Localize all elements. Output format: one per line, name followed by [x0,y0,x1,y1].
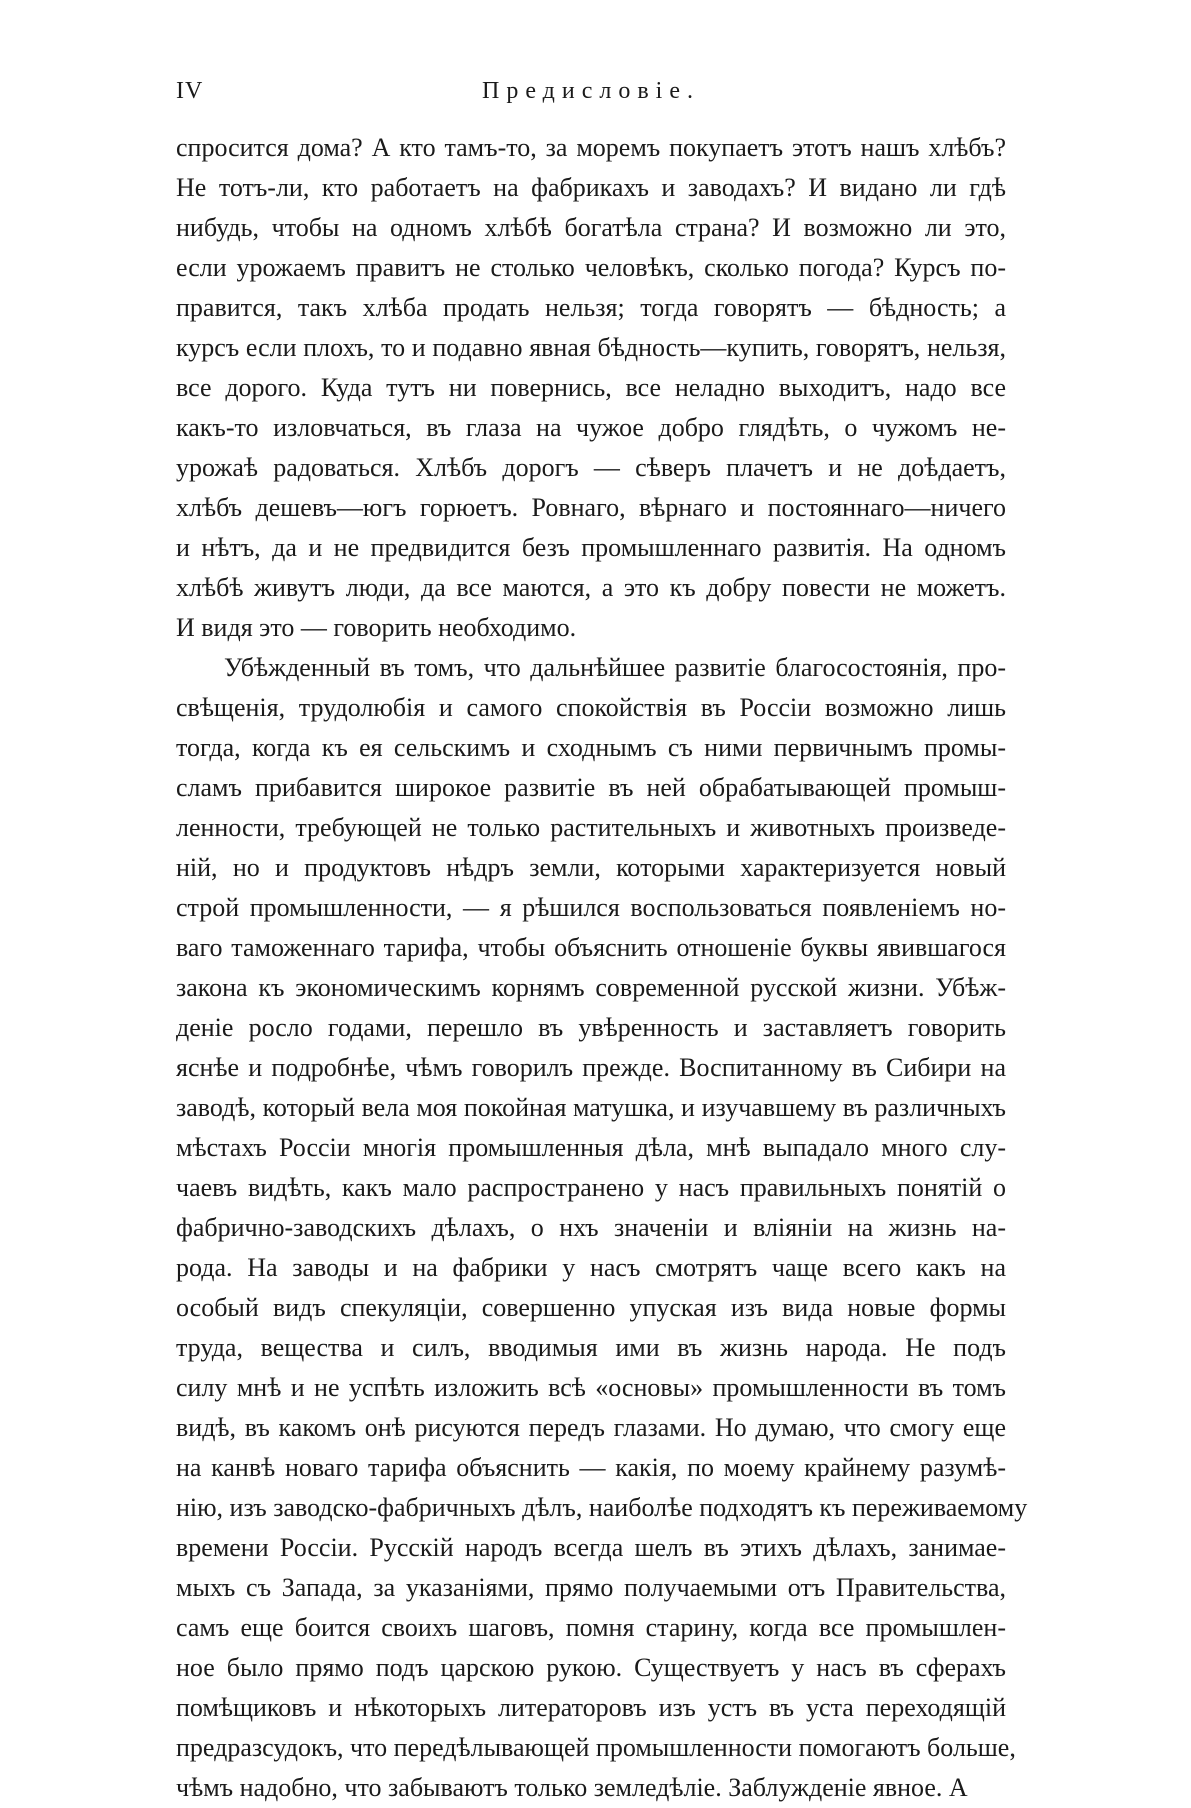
text-line: все дорого. Куда тутъ ни повернись, все неладно выходитъ, надо все [176,373,1006,402]
text-line: хлѣбъ дешевъ—югъ горюетъ. Ровнаго, вѣрнаго и постояннаго—ничего [176,493,1006,522]
text-line: строй промышленности, — я рѣшился воспользоваться появленіемъ но- [176,893,1006,922]
text-line: какъ-то изловчаться, въ глаза на чужое добро глядѣть, о чужомъ не- [176,413,1006,442]
text-line: правится, такъ хлѣба продать нельзя; тогда говорятъ — бѣдность; а [176,293,1006,322]
text-line: свѣщенія, трудолюбія и самого спокойствія въ Россіи возможно лишь [176,693,1006,722]
text-line: мыхъ съ Запада, за указаніями, прямо получаемыми отъ Правительства, [176,1573,1006,1602]
text-line: видѣ, въ какомъ онѣ рисуются передъ глазами. Но думаю, что смогу еще [176,1413,1006,1442]
text-line: чаевъ видѣть, какъ мало распространено у насъ правильныхъ понятій о [176,1173,1006,1202]
text-line: сламъ прибавится широкое развитіе въ ней обрабатывающей промыш- [176,773,1006,802]
text-line: на канвѣ новаго тарифа объяснить — какія, по моему крайнему разумѣ- [176,1453,1006,1482]
text-line: времени Россіи. Русскій народъ всегда шелъ въ этихъ дѣлахъ, занимае- [176,1533,1006,1562]
text-line: деніе росло годами, перешло въ увѣренность и заставляетъ говорить [176,1013,1006,1042]
text-line: рода. На заводы и на фабрики у насъ смотрятъ чаще всего какъ на [176,1253,1006,1282]
text-line: предразсудокъ, что передѣлывающей промышленности помогаютъ больше, [176,1733,1016,1762]
text-line: ленности, требующей не только растительныхъ и животныхъ произведе- [176,813,1006,842]
paragraph [176,648,1028,1808]
text-line: если урожаемъ правитъ не столько человѣкъ, сколько погода? Курсъ по- [176,253,1006,282]
text-line: ваго таможеннаго тарифа, чтобы объяснить отношеніе буквы явившагося [176,933,1006,962]
text-line: помѣщиковъ и нѣкоторыхъ литераторовъ изъ устъ въ уста переходящій [176,1693,1006,1722]
text-line: особый видъ спекуляціи, совершенно упуская изъ вида новые формы [176,1293,1006,1322]
text-line: урожаѣ радоваться. Хлѣбъ дорогъ — сѣверъ плачетъ и не доѣдаетъ, [176,453,1006,482]
text-line: яснѣе и подробнѣе, чѣмъ говорилъ прежде. Воспитанному въ Сибири на [176,1053,1006,1082]
text-line: спросится дома? А кто тамъ-то, за моремъ покупаетъ этотъ нашъ хлѣбъ? [176,133,1006,162]
text-line: заводѣ, который вела моя покойная матушка, и изучавшему въ различныхъ [176,1093,1006,1122]
text-line: ное было прямо подъ царскою рукою. Существуетъ у насъ въ сферахъ [176,1653,1006,1682]
page-header [176,78,1006,114]
text-line: И видя это — говорить необходимо. [176,613,577,642]
page-number: IV [176,78,204,104]
text-line: курсъ если плохъ, то и подавно явная бѣдность—купить, говорятъ, нельзя, [176,333,1006,362]
text-line: силу мнѣ и не успѣть изложить всѣ «основы» промышленности въ томъ [176,1373,1006,1402]
text-line: нибудь, чтобы на одномъ хлѣбѣ богатѣла страна? И возможно ли это, [176,213,1006,242]
text-line: чѣмъ надобно, что забываютъ только земледѣліе. Заблужденіе явное. А [176,1773,968,1802]
text-line: тогда, когда къ ея сельскимъ и сходнымъ съ ними первичнымъ промы- [176,733,1006,762]
text-line: закона къ экономическимъ корнямъ современной русской жизни. Убѣж- [176,973,1006,1002]
body-text [176,128,1028,1808]
paragraph [176,128,1006,648]
text-line: и нѣтъ, да и не предвидится безъ промышленнаго развитія. На одномъ [176,533,1006,562]
text-line: мѣстахъ Россіи многія промышленныя дѣла, мнѣ выпадало много слу- [176,1133,1006,1162]
text-line: нію, изъ заводско-фабричныхъ дѣлъ, наиболѣе подходятъ къ переживаемому [176,1493,1028,1522]
running-title: Предисловіе. [481,78,700,104]
text-line: фабрично-заводскихъ дѣлахъ, о нхъ значеніи и вліяніи на жизнь на- [176,1213,1006,1242]
text-line: самъ еще боится своихъ шаговъ, помня старину, когда все промышлен- [176,1613,1006,1642]
text-line: ній, но и продуктовъ нѣдръ земли, которыми характеризуется новый [176,853,1006,882]
text-line: Убѣжденный въ томъ, что дальнѣйшее развитіе благосостоянія, про- [224,653,1006,682]
text-line: труда, вещества и силъ, вводимыя ими въ жизнь народа. Не подъ [176,1333,1006,1362]
text-line: Не тотъ-ли, кто работаетъ на фабрикахъ и заводахъ? И видано ли гдѣ [176,173,1006,202]
text-line: хлѣбѣ живутъ люди, да все маются, а это къ добру повести не можетъ. [176,573,1006,602]
